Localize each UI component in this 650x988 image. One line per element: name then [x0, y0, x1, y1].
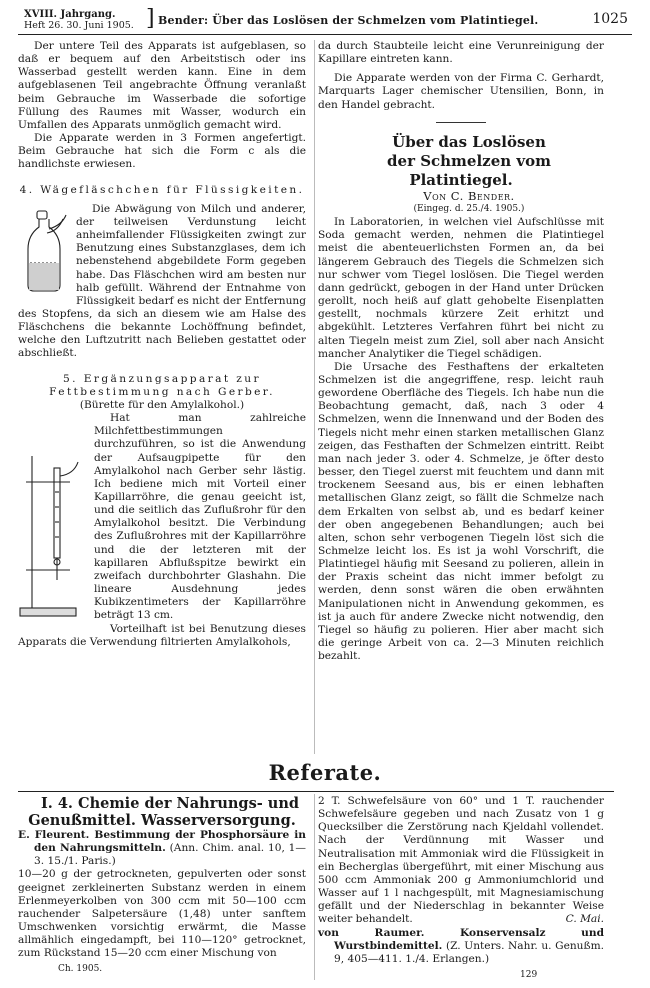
ref2-head: von Raumer. Konservensalz und Wurstbindemittel. — [318, 926, 604, 952]
ref1-text: 10—20 g der getrockneten, gepulverten oder sonst geeignet zerkleinerten Substanz werden in einem Erlenmeyerkolben von 300 ccm mit 50—100 ccm rauchender Salpetersäure (1,48) unter sanftem Umschwenken vorsichtig erwärmt, die Masse allmählich eingedampft, bei 110—120° getrocknet, zum Rückstand 15—20 ccm einer Mischung von — [18, 868, 306, 960]
ref1-head: E. Fleurent. Bestimmung der Phosphorsäure in den Nahrungsmitteln. — [18, 829, 306, 855]
burette-apparatus-figure — [18, 452, 88, 622]
article-separator — [436, 122, 486, 123]
header-page-number: 1025 — [592, 11, 628, 27]
header-running-title: Bender: Über das Loslösen der Schmelzen vom Platintiegel. — [158, 14, 539, 27]
column-divider-bottom — [314, 794, 315, 980]
ref1-author: C. Mai. — [565, 913, 604, 926]
referate-right-column — [318, 795, 604, 966]
article-paragraph-1: In Laboratorien, in welchen viel Aufschlüsse mit Soda gemacht werden, nehmen die Platintiegel meist die abenteuerlichsten Formen an, da bei längerem Gebrauch des Tiegels die Schmelzen sich nur schwer vom Tiegel loslösen. Die Tiegel werden dann gedrückt, gebogen in der Hand unter Drücken gerollt, noch heiß auf glatt gehobelte Eisenplatten gestellt, nochmals kürzere Zeit erhitzt und abgekühlt. Letzteres Verfahren führt bei nicht zu alten Tiegeln meist zum Ziel, soll aber nach Ansicht mancher Analytiker die Tiegel schädigen. — [318, 216, 604, 360]
article-received-date: (Eingeg. d. 25./4. 1905.) — [413, 203, 525, 214]
section-5-text-2: Vorteilhaft ist bei Benutzung dieses Apparats die Verwendung filtrierten Amylalkohols, — [18, 622, 306, 648]
header-issue: Heft 26. 30. Juni 1905. — [24, 20, 134, 31]
section-4-title: 4. Wägefläschchen für Flüssigkeiten. — [19, 183, 305, 196]
referate-rule — [18, 791, 614, 792]
section-5-subtitle: (Bürette für den Amylalkohol.) — [79, 398, 245, 411]
article-paragraph-2: Die Ursache des Festhaftens der erkalteten Schmelzen ist die angegriffene, resp. leicht rauh gewordene Oberfläche des Tiegels. Ich habe nun die Beobachtung gemacht, daß, nach 3 oder 4 Schmelzen, wenn die Innenwand und der Boden des Tiegels nicht mehr einen starken metallischen Glanz zeigen, das Festhaften der Schmelzen eintritt. Reibt man nach jeder 3. oder 4. Schmelze, je öfter desto besser, den Tiegel zuerst mit feuchtem und dann mit trockenem Seesand aus, bis er einen lebhaften metallischen Glanz zeigt, so fällt die Schmelze nach dem Erkalten von selbst ab, und es bedarf keiner der oben angegebenen Behandlungen; auch bei alten, schon sehr verbogenen Tiegeln löst sich die Schmelze leicht los. Es ist ja wohl Vorschrift, die Platintiegel häufig mit Seesand zu polieren, allein in der Praxis scheint das nicht immer befolgt zu werden, denn sonst wären die oben erwähnten Manipulationen nicht in Anwendung gekommen, es ist ja auch für andere Zwecke nicht notwendig, den Tiegel so häufig zu polieren. Hier aber macht sich die geringe Arbeit von ca. 2—3 Minuten reichlich bezahlt. — [318, 360, 604, 663]
left-paragraph-1: Der untere Teil des Apparats ist aufgeblasen, so daß er bequem auf den Arbeitstisch oder ins Wasserbad gestellt werden kann. Eine in dem aufgeblasenen Teil angebrachte Öffnung veranlaßt beim Gebrauche im Wasserbade die sofortige Füllung des Raumes mit Wasser, wodurch ein Umfallen des Apparats unmöglich gemacht wird. — [18, 40, 306, 131]
section-5-text: Hat man zahlreiche Milchfettbestimmungen durchzuführen, so ist die Anwendung der Aufsaugpipette für den Amylalkohol nach Gerber sehr lästig. Ich bediene mich mit Vorteil einer Kapillarröhre, die genau geeicht ist, und die seitlich das Zuflußrohr für den Amylalkohol besitzt. Die Verbindung des Zuflußrohres mit der Kapillarröhre und die der letzteren mit der kapillaren Abflußspitze bewirkt ein zweifach durchbohrter Glashahn. Die lineare Ausdehnung jedes Kubikzentimeters der Kapillarröhre beträgt 13 cm. — [94, 412, 306, 622]
section-4-text: Die Abwägung von Milch und anderer, der teilweisen Verdunstung leicht anheimfallender Flüssigkeiten zwingt zur Benutzung eines Substanzglases, dem ich nebenstehend abgebildete Form gegeben habe. Das Fläschchen wird am besten nur halb gefüllt. Während der Entnahme von Flüssigkeit bedarf es nicht der Entfernung des Stopfens, da sich an diesem wie am Halse des Fläschchens die bekannte Lochöffnung befindet, welche den Luftzutritt nach Belieben gestattet oder abschließt. — [18, 202, 306, 360]
section-4-body — [18, 203, 306, 361]
referate-left-column — [18, 795, 306, 961]
header-issue-info — [24, 9, 134, 31]
footer-left: Ch. 1905. — [58, 964, 103, 974]
ref1-continued — [318, 795, 604, 927]
left-paragraph-2: Die Apparate werden in 3 Formen angefertigt. Beim Gebrauche hat sich die Form c als die handlichste erwiesen. — [18, 132, 306, 171]
article-byline: Von C. Bender. — [423, 188, 515, 203]
weighing-bottle-figure — [18, 205, 70, 295]
header-brace: ] — [146, 6, 155, 31]
referate-section-title: I. 4. Chemie der Nahrungs- und Genußmittel. Wasserversorgung. — [28, 795, 300, 829]
running-header — [18, 8, 632, 35]
section-5-body — [18, 412, 306, 623]
referate-heading: Referate. — [268, 760, 382, 785]
left-column — [18, 40, 306, 649]
ref2-source: (Z. Unters. Nahr. u. Genußm. 9, 405—411. 1./4. Erlangen.) — [334, 939, 604, 965]
article-title-line-2: der Schmelzen vom Platintiegel. — [387, 151, 551, 189]
column-divider-top — [314, 40, 315, 754]
ref1-source: (Ann. Chim. anal. 10, 1—3. 15./1. Paris.) — [34, 842, 306, 868]
ref1-cont-text: 2 T. Schwefelsäure von 60° und 1 T. rauchender Schwefelsäure gegeben und nach Zusatz von 1 g Quecksilber die Zerstörung nach Kjeldahl vollendet. Nach der Verdünnung mit Wasser und Neutralisation mit Ammoniak wird die Flüssigkeit in ein Becherglas übergeführt, mit einer Mischung aus 500 ccm Ammoniak 200 g Ammoniumchlorid und Wasser auf 1 l nachgespült, mit Magnesiamischung gefällt und der Niederschlag in bekannter Weise weiter behandelt. — [318, 795, 604, 926]
ref2-heading — [318, 927, 604, 966]
footer-signature-number: 129 — [520, 970, 538, 980]
right-paragraph-1: da durch Staubteile leicht eine Verunreinigung der Kapillare eintreten kann. — [318, 40, 604, 66]
section-5-title: 5. Ergänzungsapparat zur Fettbestimmung nach Gerber. — [49, 372, 275, 398]
right-column — [318, 40, 604, 663]
ref1-heading — [18, 829, 306, 868]
article-title-line-1: Über das Loslösen — [392, 132, 546, 151]
right-paragraph-2: Die Apparate werden von der Firma C. Gerhardt, Marquarts Lager chemischer Utensilien, Bonn, in den Handel gebracht. — [318, 72, 604, 111]
header-volume: XVIII. Jahrgang. — [24, 9, 116, 20]
